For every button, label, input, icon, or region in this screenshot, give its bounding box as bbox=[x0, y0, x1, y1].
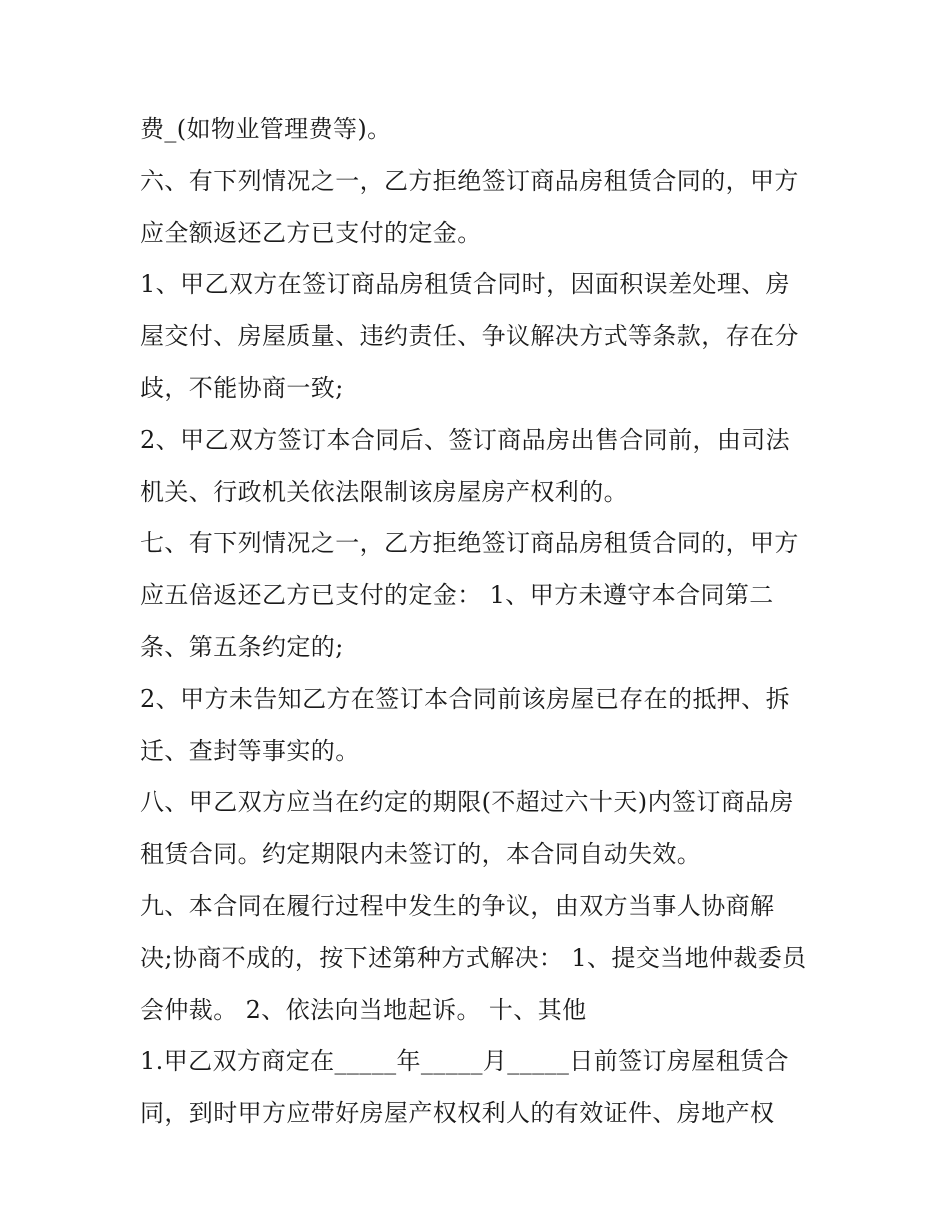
text-line: 屋交付、房屋质量、违约责任、争议解决方式等条款，存在分 bbox=[140, 322, 799, 351]
text-line: 费_(如物业管理费等)。 bbox=[140, 115, 392, 143]
text-line: 应五倍返还乙方已支付的定金： 1、甲方未遵守本合同第二 bbox=[140, 581, 774, 610]
text-line: 2、甲方未告知乙方在签订本合同前该房屋已存在的抵押、拆 bbox=[140, 684, 791, 713]
contract-text bbox=[140, 104, 820, 1140]
text-line: 条、第五条约定的; bbox=[140, 632, 344, 661]
text-line: 九、本合同在履行过程中发生的争议，由双方当事人协商解 bbox=[140, 891, 775, 920]
text-line: 同，到时甲方应带好房屋产权权利人的有效证件、房地产权 bbox=[140, 1099, 775, 1128]
text-line: 租赁合同。约定期限内未签订的，本合同自动失效。 bbox=[140, 840, 702, 869]
text-line: 1.甲乙双方商定在_____年_____月_____日前签订房屋租赁合 bbox=[140, 1047, 789, 1076]
text-line: 会仲裁。 2、依法向当地起诉。 十、其他 bbox=[140, 995, 587, 1024]
text-line: 八、甲乙双方应当在约定的期限(不超过六十天)内签订商品房 bbox=[140, 788, 794, 817]
text-line: 机关、行政机关依法限制该房屋房产权利的。 bbox=[140, 477, 628, 506]
text-line: 2、甲乙双方签订本合同后、签订商品房出售合同前，由司法 bbox=[140, 425, 791, 454]
text-line: 1、甲乙双方在签订商品房租赁合同时，因面积误差处理、房 bbox=[140, 270, 791, 299]
text-line: 歧，不能协商一致; bbox=[140, 373, 344, 402]
text-line: 迁、查封等事实的。 bbox=[140, 736, 360, 765]
text-line: 六、有下列情况之一，乙方拒绝签订商品房租赁合同的，甲方 bbox=[140, 166, 799, 195]
text-line: 七、有下列情况之一，乙方拒绝签订商品房租赁合同的，甲方 bbox=[140, 529, 799, 558]
text-line: 应全额返还乙方已支付的定金。 bbox=[140, 218, 482, 247]
text-line: 决;协商不成的，按下述第种方式解决： 1、提交当地仲裁委员 bbox=[140, 943, 807, 972]
